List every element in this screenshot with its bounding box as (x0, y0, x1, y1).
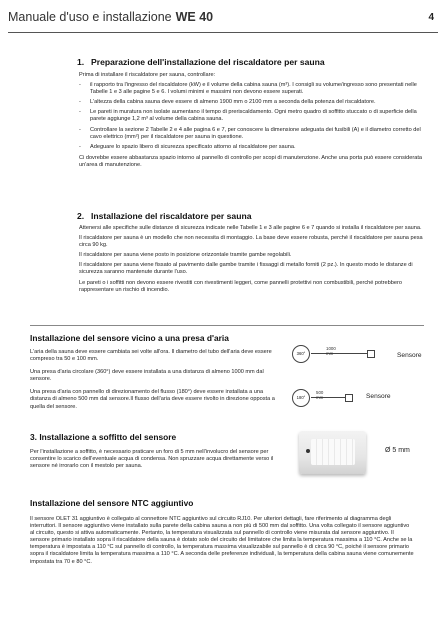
paragraph: Per l'installazione a soffitto, è necessario praticare un foro di 5 mm nell'involucro del sensore per consentire lo scarico dell'eventuale acqua di condensa. Non spruzzare acqua direttamente verso il sensore né irrorarlo con il mestolo per sauna. (30, 449, 274, 470)
list-item: - L'altezza della cabina sauna deve essere di almeno 1900 mm o 2100 mm a seconda della potenza del riscaldatore. (79, 99, 425, 106)
intro-text: Prima di installare il riscaldatore per sauna, controllare: (79, 72, 216, 78)
paragraph: Il riscaldatore per sauna viene posto in posizione orizzontale tramite gambe regolabili. (79, 252, 292, 259)
list-item: - il rapporto tra l'ingresso del riscaldatore (kW) e il volume della cabina sauna (m³). I consigli su volume/ingresso sono presentati nelle Tabelle 1 e 3 alle pagine 5 e 6. I volumi minimi e massimi non devono essere superati. (79, 82, 425, 96)
header-divider (8, 32, 438, 33)
section-sensor-air (30, 333, 280, 414)
drain-hole-icon (306, 449, 310, 453)
checklist (79, 82, 425, 151)
sensor-label: Sensore (397, 352, 422, 359)
section-heading: 2. Installazione del riscaldatore per sauna (77, 211, 252, 221)
distance-label: 500 mm (316, 390, 324, 400)
page-header (8, 10, 438, 30)
section-heading: Installazione del sensore vicino a una presa d'aria (30, 333, 229, 343)
ceiling-sensor-image (299, 431, 366, 474)
list-item: - Adeguare lo spazio libero di sicurezza specificato attorno al riscaldatore per sauna. (79, 144, 425, 151)
sensor-label: Sensore (366, 393, 391, 400)
section-heading: 1. Preparazione dell'installazione del riscaldatore per sauna (77, 57, 325, 67)
list-item: - Le pareti in muratura non isolate aumentano il tempo di preriscaldamento. Ogni metro quadro di soffitto stuccato o di superficie della parete aggiunge 1,2 m³ al volume della cabina sauna. (79, 109, 425, 123)
section-divider (30, 325, 424, 326)
document-title: Manuale d'uso e installazione WE 40 (8, 10, 214, 24)
sensor-housing (311, 439, 355, 465)
sensor-icon (345, 394, 353, 402)
paragraph: Una presa d'aria circolare (360°) deve essere installata a una distanza di almeno 1000 mm dal sensore. (30, 369, 264, 383)
paragraph: L'aria della sauna deve essere cambiata sei volte all'ora. Il diametro del tubo dell'aria deve essere compreso tra 50 e 100 mm. (30, 349, 272, 363)
paragraph: Il riscaldatore per sauna è un modello che non necessita di montaggio. La base deve essere robusta, perché il riscaldatore per sauna pesa circa 90 kg. (79, 235, 423, 249)
outro-text: Ci dovrebbe essere abbastanza spazio intorno al pannello di controllo per scopi di manutenzione. Anche una porta può essere considerata un'area di manutenzione. (79, 154, 422, 168)
list-item: - Controllare la sezione 2 Tabelle 2 e 4 alle pagina 6 e 7, per conoscere la dimensione adeguata dei fusibili (A) e il diametro corretto del cavo elettrico (mm²) per il riscaldatore per sauna in questione. (79, 127, 425, 141)
model-name: WE 40 (175, 10, 214, 24)
paragraph: Le pareti o i soffitti non devono essere rivestiti con rivestimenti leggeri, come pannelli protettivi non combustibili, perché potrebbero rappresentare un rischio di incendio. (79, 279, 402, 293)
section-heater-install (79, 211, 425, 297)
paragraph: Attenersi alle specifiche sulle distanze di sicurezza indicate nelle Tabelle 1 e 3 alle pagine 6 e 7 quando si installa il riscaldatore per sauna. (79, 225, 422, 231)
distance-line (311, 353, 367, 354)
section-ceiling-install (30, 432, 285, 473)
paragraph: Il sensore OLET 31 aggiuntivo è collegato al connettore NTC aggiuntivo sul circuito RJ10. Per ulteriori dettagli, fare riferimento al diagramma degli interruttori. Il sensore aggiuntivo viene installato sulla parete della cabina sauna a non più di 500 mm dal soffitto. Una volta collegato il sensore aggiuntivo al circuito, questo si attiva automaticamente. Pertanto, la temperatura visualizzata sul pannello di controllo viene misurata dal sensore aggiuntivo. Il sensore primario installato sopra il riscaldatore della sauna è dotato solo del circuito del limitatore che limita la temperatura massima a 110 °C. Anche se la temperatura è impostata a 110 °C sul pannello di controllo, la temperatura massima visualizzabile sul pannello è di circa 90 °C, poiché il sensore primario sopra il riscaldatore limita la temperatura massima a 110 °C. A seconda delle preferenze individuali, la temperatura della cabina sauna viene comunemente impostata tra 70 e 80 °C. (30, 516, 414, 565)
hole-diameter-label: Ø 5 mm (385, 447, 410, 454)
directional-vent-icon: 180° (292, 389, 310, 407)
section-preparation (79, 57, 425, 172)
paragraph: Il riscaldatore per sauna viene fissato al pavimento dalle gambe tramite i fissaggi di metallo forniti (2 pz.). In questo modo le distanze di sicurezza saranno mantenute durante l'uso. (79, 262, 413, 276)
section-ntc-sensor (30, 498, 415, 569)
paragraph: Una presa d'aria con pannello di direzionamento del flusso (180°) deve essere installata a una distanza di almeno 500 mm dal sensore.Il flusso dell'aria deve essere rivolto in direzione opposta a quella del sensore. (30, 389, 275, 410)
section-heading: 3. Installazione a soffitto del sensore (30, 432, 177, 442)
sensor-icon (367, 350, 375, 358)
circular-vent-icon: 360° (292, 345, 310, 363)
section-heading: Installazione del sensore NTC aggiuntivo (30, 498, 194, 508)
distance-label: 1000 mm (326, 346, 336, 356)
page-number: 4 (428, 12, 434, 23)
